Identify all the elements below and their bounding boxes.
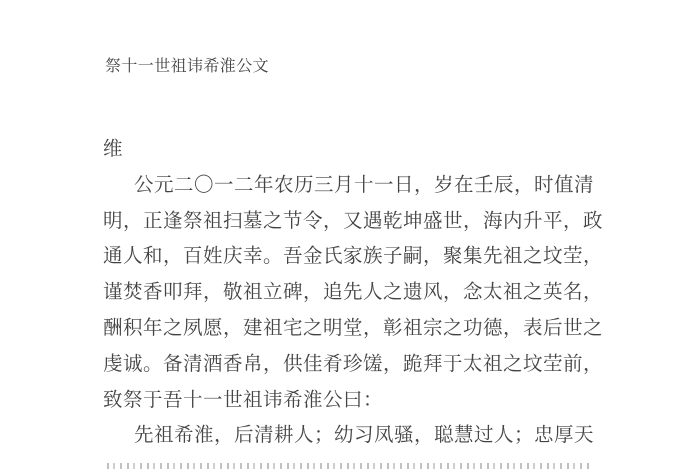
document-title: 祭十一世祖讳希淮公文	[105, 56, 270, 75]
opening-line: 维	[103, 137, 124, 160]
document-body	[103, 131, 623, 453]
text-line: 致祭于吾十一世祖讳希淮公曰：	[103, 387, 384, 411]
text-line: 虔诚。备清酒香帛，供佳肴珍馐，跪拜于太祖之坟茔前，	[103, 351, 604, 375]
text-line: 酬积年之夙愿，建祖宅之明堂，彰祖宗之功德，表后世之	[103, 315, 604, 339]
text-line: 公元二〇一二年农历三月十一日，岁在壬辰，时值清	[134, 172, 595, 196]
text-line: 通人和，百姓庆幸。吾金氏家族子嗣，聚集先祖之坟茔，	[103, 244, 604, 268]
text-line: 明，正逢祭祖扫墓之节令，又遇乾坤盛世，海内升平，政	[103, 208, 604, 232]
cutoff-text-line-remnant	[107, 463, 593, 469]
text-line: 谨焚香叩拜，敬祖立碑，追先人之遗风，念太祖之英名，	[103, 280, 604, 304]
text-line: 先祖希淮，后清耕人；幼习凤骚，聪慧过人；忠厚天	[134, 423, 595, 447]
